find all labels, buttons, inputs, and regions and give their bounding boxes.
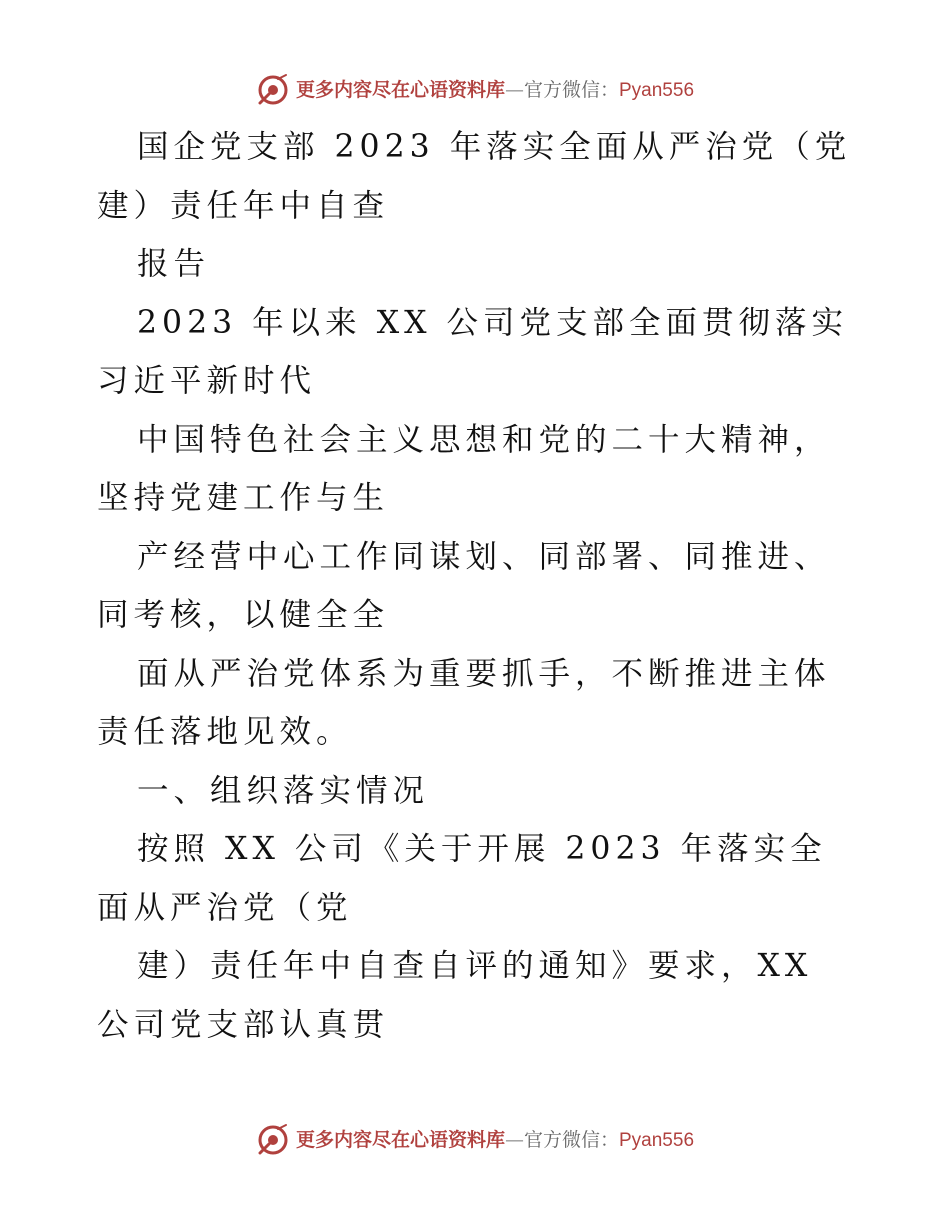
wechat-label: 官方微信： [523,1128,619,1151]
document-title-line: 国企党支部 2023 年落实全面从严治党（党建）责任年中自查 [97,129,852,224]
footer-banner [0,1120,950,1160]
body-paragraph: 按照 XX 公司《关于开展 2023 年落实全面从严治党（党 [97,831,827,926]
body-paragraph: 产经营中心工作同谋划、同部署、同推进、同考核，以健全全 [97,538,831,633]
body-paragraph: 面从严治党体系为重要抓手，不断推进主体责任落地见效。 [97,655,831,750]
wechat-id: Pyan556 [619,79,695,101]
document-title-continuation: 报告 [137,246,211,282]
body-paragraph: 建）责任年中自查自评的通知》要求，XX 公司党支部认真贯 [97,948,828,1043]
document-body [97,118,857,1054]
brush-logo-icon [256,1123,290,1157]
banner-separator: — [504,78,524,101]
promo-text: 更多内容尽在心语资料库 [295,78,505,101]
section-heading: 一、组织落实情况 [137,772,430,809]
brush-logo-icon [256,73,290,107]
header-banner [0,70,950,110]
wechat-id: Pyan556 [619,1129,695,1151]
body-paragraph: 2023 年以来 XX 公司党支部全面贯彻落实习近平新时代 [97,304,849,399]
body-paragraph: 中国特色社会主义思想和党的二十大精神，坚持党建工作与生 [97,421,831,516]
wechat-label: 官方微信： [523,78,619,101]
banner-separator: — [504,1128,524,1151]
promo-text: 更多内容尽在心语资料库 [295,1128,505,1151]
